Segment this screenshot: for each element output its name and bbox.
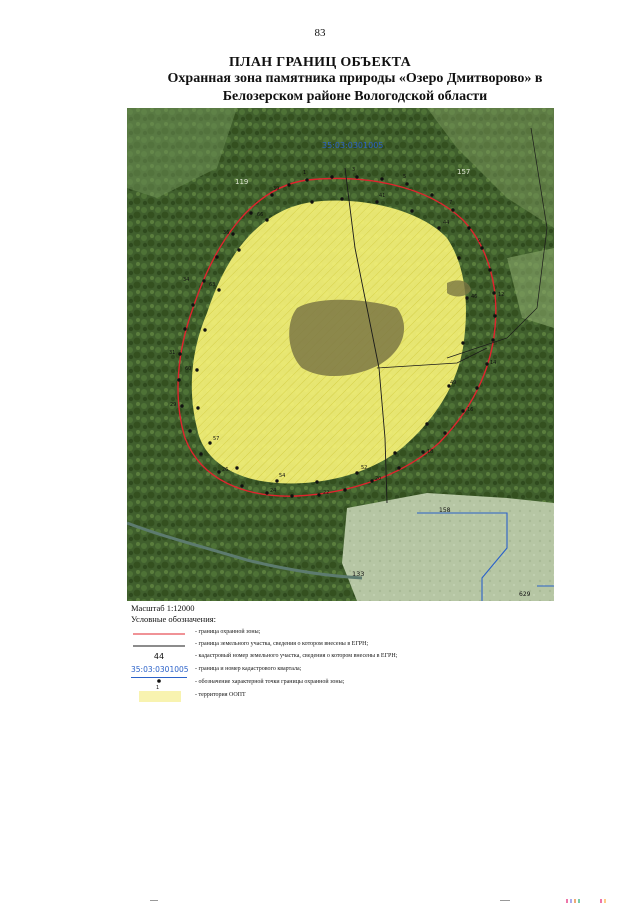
svg-text:9: 9 — [478, 238, 482, 244]
forest-label-157: 157 — [457, 168, 471, 176]
legend-title: Условные обозначения: — [131, 614, 217, 624]
svg-text:52: 52 — [361, 465, 368, 471]
red-line-icon — [131, 628, 187, 640]
map-subtitle-line-2: Белозерском районе Вологодской области — [222, 89, 488, 104]
map-subtitle-line-1: Охранная зона памятника природы «Озеро Дмитворово» в — [167, 71, 543, 86]
svg-text:24: 24 — [270, 488, 277, 494]
svg-text:36: 36 — [223, 230, 230, 236]
svg-text:54: 54 — [279, 473, 286, 479]
svg-text:41: 41 — [379, 193, 386, 199]
quarter-number-label: 35:03:0301005 — [322, 141, 384, 150]
svg-text:63: 63 — [209, 282, 216, 288]
svg-text:39: 39 — [273, 186, 280, 192]
map-title: ПЛАН ГРАНИЦ ОБЪЕКТА — [228, 55, 412, 70]
svg-text:1: 1 — [156, 685, 160, 690]
svg-text:14: 14 — [490, 360, 497, 366]
quarter-number-sample: 35:03:0301005 — [131, 665, 187, 678]
satellite-map[interactable] — [127, 108, 554, 601]
svg-text:49: 49 — [450, 380, 457, 386]
road-label-133: 133 — [352, 570, 365, 578]
svg-text:60: 60 — [185, 366, 192, 372]
road-label-629: 629 — [519, 591, 531, 598]
svg-text:5: 5 — [403, 174, 407, 180]
svg-text:7: 7 — [449, 200, 453, 206]
svg-text:26: 26 — [222, 467, 229, 473]
svg-text:29: 29 — [170, 402, 177, 408]
black-line-icon — [131, 640, 187, 652]
map-svg — [127, 108, 554, 601]
svg-text:44: 44 — [443, 220, 450, 226]
svg-text:16: 16 — [467, 407, 474, 413]
svg-text:3: 3 — [352, 167, 356, 173]
cadastral-number-sample: 44 — [153, 652, 165, 661]
map-scale: Масштаб 1:12000 — [131, 603, 195, 613]
svg-text:31: 31 — [169, 350, 176, 356]
svg-text:1: 1 — [303, 170, 307, 176]
point-icon — [131, 678, 187, 690]
svg-text:46: 46 — [471, 294, 478, 300]
svg-text:57: 57 — [213, 436, 220, 442]
svg-text:34: 34 — [183, 277, 190, 283]
svg-text:66: 66 — [257, 212, 264, 218]
forest-label-119: 119 — [235, 178, 249, 186]
scan-edge-marks — [0, 898, 640, 904]
land-label-158: 158 — [439, 507, 451, 514]
svg-text:22: 22 — [323, 490, 330, 496]
page-number: 83 — [314, 27, 326, 39]
svg-text:18: 18 — [427, 449, 434, 455]
svg-text:20: 20 — [375, 476, 382, 482]
yellow-area-icon — [139, 691, 181, 702]
svg-text:12: 12 — [498, 292, 505, 298]
